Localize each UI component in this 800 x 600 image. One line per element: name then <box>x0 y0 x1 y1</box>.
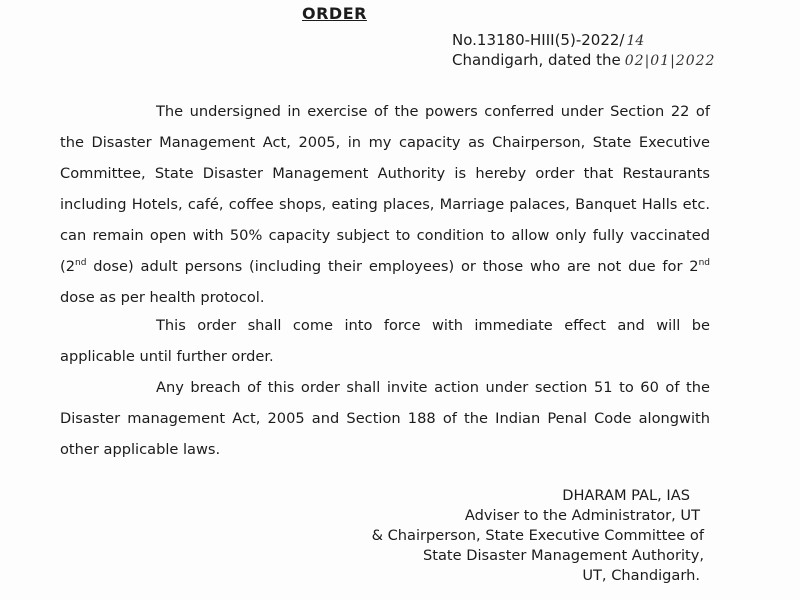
superscript-nd-2: nd <box>698 258 710 269</box>
place-and-date <box>452 51 715 69</box>
reference-number-handwritten: 14 <box>626 33 645 49</box>
signatory-title-2: & Chairperson, State Executive Committee of <box>371 527 704 544</box>
superscript-nd-1: nd <box>74 258 87 269</box>
signature-block <box>372 486 704 586</box>
paragraph-2-text: This order shall come into force with immediate effect and will be applicable until further order. <box>60 317 710 365</box>
paragraph-breach <box>60 372 710 465</box>
date-handwritten: 02|01|2022 <box>624 53 716 69</box>
reference-number-printed: No.13180-HIII(5)-2022/ <box>452 31 625 49</box>
signatory-location: UT, Chandigarh. <box>582 567 700 584</box>
paragraph-1-part-b: dose) adult persons (including their employees) or those who are not due for 2 <box>86 258 699 275</box>
signatory-title-1: Adviser to the Administrator, UT <box>464 507 700 524</box>
signatory-title-3: State Disaster Management Authority, <box>422 547 704 564</box>
paragraph-1-part-c: dose as per health protocol. <box>60 289 265 306</box>
paragraph-1-part-a: The undersigned in exercise of the powers conferred under Section 22 of the Disaster Management Act, 2005, in my capacity as Chairperson, State Executive Committee, State Disaster Management Authority is hereby order that Restaurants including Hotels, café, coffee shops, eating places, Marriage palaces, Banquet Halls etc. can remain open with 50% capacity subject to condition to allow only fully vaccinated (2 <box>60 103 710 275</box>
place-label: Chandigarh, dated the <box>452 51 621 69</box>
paragraph-3-text: Any breach of this order shall invite action under section 51 to 60 of the Disaster management Act, 2005 and Section 188 of the Indian Penal Code alongwith other applicable laws. <box>60 379 710 458</box>
reference-number <box>452 31 644 49</box>
paragraph-effect <box>60 310 710 372</box>
order-heading: ORDER <box>302 4 367 23</box>
signatory-name: DHARAM PAL, IAS <box>562 487 690 504</box>
paragraph-order-body <box>60 96 710 313</box>
